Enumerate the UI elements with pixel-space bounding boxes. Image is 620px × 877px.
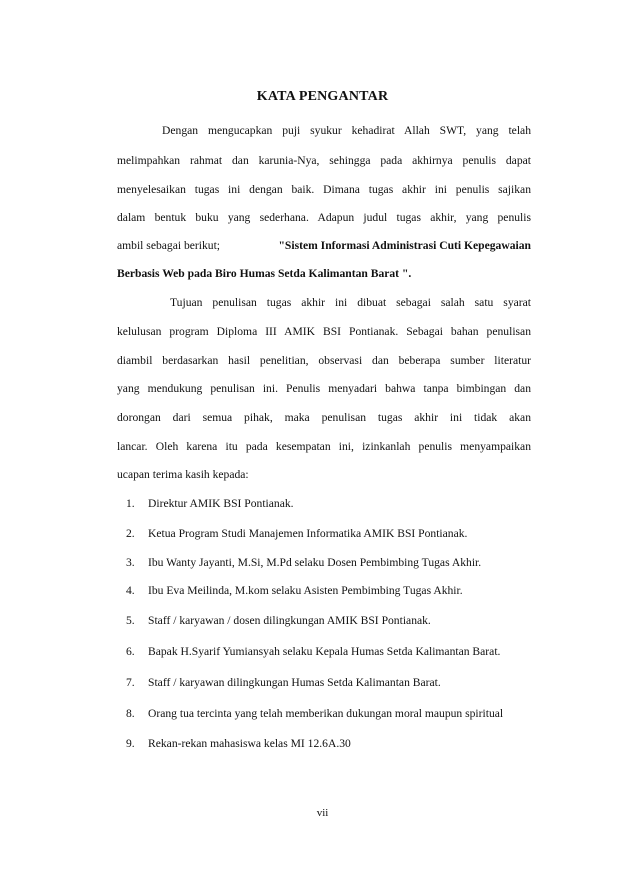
list-item [126, 737, 351, 750]
paragraph-1-line-5 [117, 239, 531, 252]
list-item-text: Ibu Wanty Jayanti, M.Si, M.Pd selaku Dosen Pembimbing Tugas Akhir. [148, 556, 482, 569]
list-item-text: Ketua Program Studi Manajemen Informatika AMIK BSI Pontianak. [148, 527, 468, 540]
paragraph-1-line-2: melimpahkan rahmat dan karunia-Nya, sehingga pada akhirnya penulis dapat [117, 154, 531, 167]
paragraph-2-line-4: yang mendukung penulisan ini. Penulis menyadari bahwa tanpa bimbingan dan [117, 382, 531, 395]
list-item-number: 4. [126, 584, 135, 597]
page-title: KATA PENGANTAR [256, 89, 389, 104]
paragraph-1-line-4: dalam bentuk buku yang sederhana. Adapun judul tugas akhir, yang penulis [117, 211, 531, 224]
paragraph-2-line-3: diambil berdasarkan hasil penelitian, observasi dan beberapa sumber literatur [117, 354, 531, 367]
paragraph-1-line-1: Dengan mengucapkan puji syukur kehadirat Allah SWT, yang telah [162, 124, 531, 137]
paragraph-2-line-6: lancar. Oleh karena itu pada kesempatan ini, izinkanlah penulis menyampaikan [117, 440, 531, 453]
paragraph-2-line-7: ucapan terima kasih kepada: [117, 468, 249, 481]
list-item [126, 556, 481, 569]
paragraph-2-line-2: kelulusan program Diploma III AMIK BSI Pontianak. Sebagai bahan penulisan [117, 325, 531, 338]
list-item-text: Direktur AMIK BSI Pontianak. [148, 497, 294, 510]
list-item [126, 707, 503, 720]
list-item [126, 614, 431, 627]
list-item [126, 676, 441, 689]
paragraph-2-line-1: Tujuan penulisan tugas akhir ini dibuat sebagai salah satu syarat [170, 296, 531, 309]
list-item-number: 2. [126, 527, 135, 540]
page-number: vii [316, 807, 329, 819]
paragraph-1-line-3: menyelesaikan tugas ini dengan baik. Dimana tugas akhir ini penulis sajikan [117, 183, 531, 196]
paragraph-2-line-5: dorongan dari semua pihak, maka penulisan tugas akhir ini tidak akan [117, 411, 531, 424]
list-item-text: Staff / karyawan / dosen dilingkungan AMIK BSI Pontianak. [148, 614, 431, 627]
list-item-number: 9. [126, 737, 135, 750]
paragraph-1-line-5-text: ambil sebagai berikut; [117, 239, 221, 252]
list-item-number: 5. [126, 614, 135, 627]
thesis-title-part-1: "Sistem Informasi Administrasi Cuti Kepegawaian [278, 239, 531, 252]
list-item [126, 527, 467, 540]
list-item [126, 497, 294, 510]
thesis-title-part-2: Berbasis Web pada Biro Humas Setda Kalimantan Barat ". [117, 267, 412, 280]
list-item-number: 7. [126, 676, 135, 689]
list-item [126, 584, 463, 597]
list-item-number: 8. [126, 707, 135, 720]
list-item-number: 1. [126, 497, 135, 510]
list-item-text: Bapak H.Syarif Yumiansyah selaku Kepala Humas Setda Kalimantan Barat. [148, 645, 501, 658]
list-item-text: Staff / karyawan dilingkungan Humas Setda Kalimantan Barat. [148, 676, 441, 689]
list-item-number: 6. [126, 645, 135, 658]
list-item-text: Rekan-rekan mahasiswa kelas MI 12.6A.30 [148, 737, 351, 750]
list-item-number: 3. [126, 556, 135, 569]
list-item-text: Ibu Eva Meilinda, M.kom selaku Asisten Pembimbing Tugas Akhir. [148, 584, 463, 597]
list-item-text: Orang tua tercinta yang telah memberikan dukungan moral maupun spiritual [148, 707, 504, 720]
list-item [126, 645, 500, 658]
